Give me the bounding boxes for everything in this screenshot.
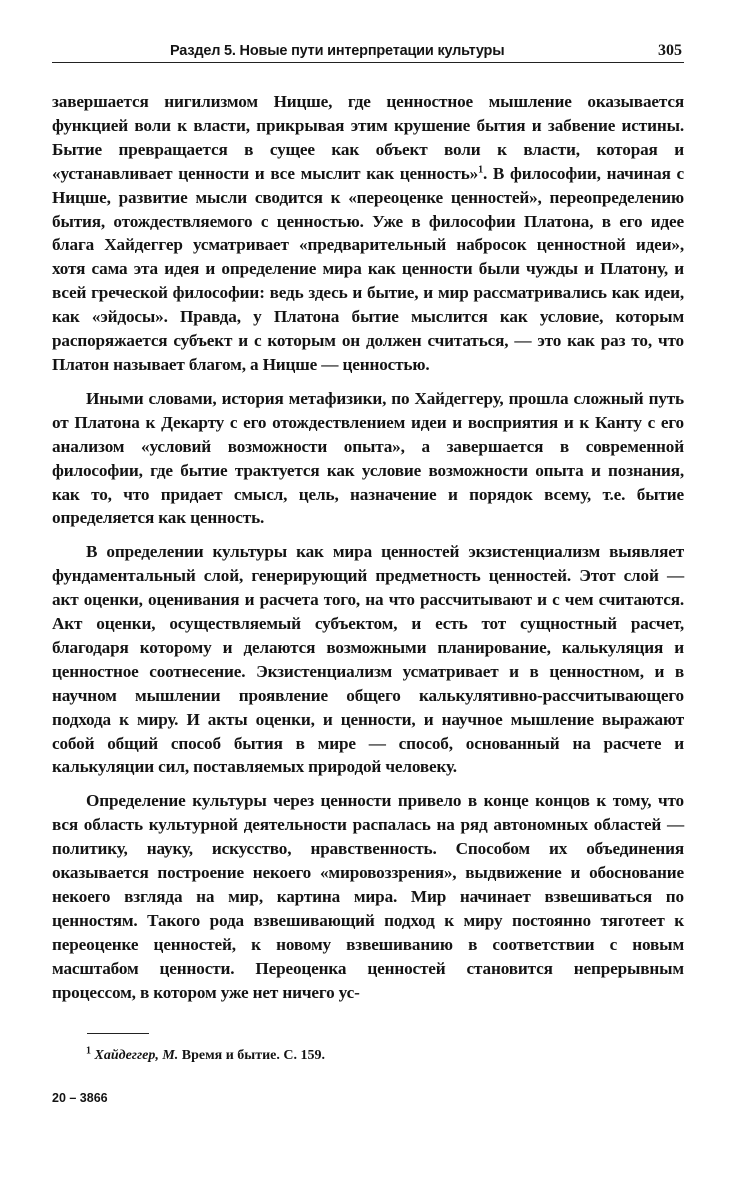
footnote-text: Время и бытие. С. 159.: [181, 1048, 325, 1063]
running-header: [52, 42, 684, 63]
footnote-reference: 1: [478, 163, 483, 175]
footnote: [86, 1045, 325, 1064]
footnote-number: 1: [86, 1045, 91, 1057]
paragraph-3: В определении культуры как мира ценностей экзистенциализм выявляет фундаментальный слой, генерирующий предметность ценностей. Этот слой — акт оценки, оценивания и расчета того, на что рассчитывают и с чем считаются. Акт оценки, осуществляемый субъектом, и есть тот сущностный расчет, благодаря которому и делаются возможными планирование, калькуляция и ценностное соотнесение. Экзистенциализм усматривает и в ценностном, и в научном мышлении проявление общего калькулятивно-рассчитывающего подхода к миру. И акты оценки, и ценности, и научное мышление выражают собой общий способ бытия в мире — способ, основанный на расчете и калькуляции сил, поставляемых природой человеку.: [52, 542, 684, 777]
page-number: 305: [658, 42, 682, 59]
section-title: Раздел 5. Новые пути интерпретации культуры: [170, 43, 505, 59]
paragraph-1-text-a: завершается нигилизмом Ницше, где ценностное мышление оказывается функцией воли к власти, прикрывая этим крушение бытия и забвение истины. Бытие превращается в сущее как объект воли к власти, которая и «устанавливает ценности и все мыслит как ценность»: [52, 92, 684, 183]
paragraph-4: Определение культуры через ценности привело в конце концов к тому, что вся область культурной деятельности распалась на ряд автономных областей — политику, науку, искусство, нравственность. Способом их объединения оказывается построение некоего «мировоззрения», выдвижение и обоснование некоего взгляда на мир, картина мира. Мир начинает взвешиваться по ценностям. Такого рода взвешивающий подход к миру постоянно тяготеет к переоценке ценностей, к новому взвешиванию в соответствии с новым масштабом ценности. Переоценка ценностей становится непрерывным процессом, в котором уже нет ничего ус-: [52, 791, 684, 1002]
paragraph-2: Иными словами, история метафизики, по Хайдеггеру, прошла сложный путь от Платона к Декарту с его отождествлением идеи и восприятия и к Канту с его анализом «условий возможности опыта», а завершается в современной философии, где бытие трактуется как условие возможности опыта и познания, как то, что придает смысл, цель, назначение и порядок всему, т.е. бытие определяется как ценность.: [52, 388, 684, 528]
footnote-author: Хайдеггер, М.: [94, 1048, 179, 1063]
paragraph-1-text-b: . В философии, начиная с Ницше, развитие мысли сводится к «переоценке ценностей», переопределению бытия, отождествляемого с ценностью. Уже в философии Платона, в его идее блага Хайдеггер усматривает «предварительный набросок ценностной идеи», хотя сама эта идея и определение мира как ценности были чужды и Платону, и всей греческой философии: ведь здесь и бытие, и мир рассматривались как идеи, как «эйдосы». Правда, у Платона бытие мыслится как условие, которым распоряжается субъект и с которым он должен считаться, — это как раз то, что Платон называет благом, а Ницше — ценностью.: [52, 163, 684, 374]
paragraph-1: [52, 90, 684, 377]
main-text: [52, 90, 684, 1015]
print-signature: 20 – 3866: [52, 1091, 108, 1105]
footnote-divider: [87, 1033, 149, 1034]
